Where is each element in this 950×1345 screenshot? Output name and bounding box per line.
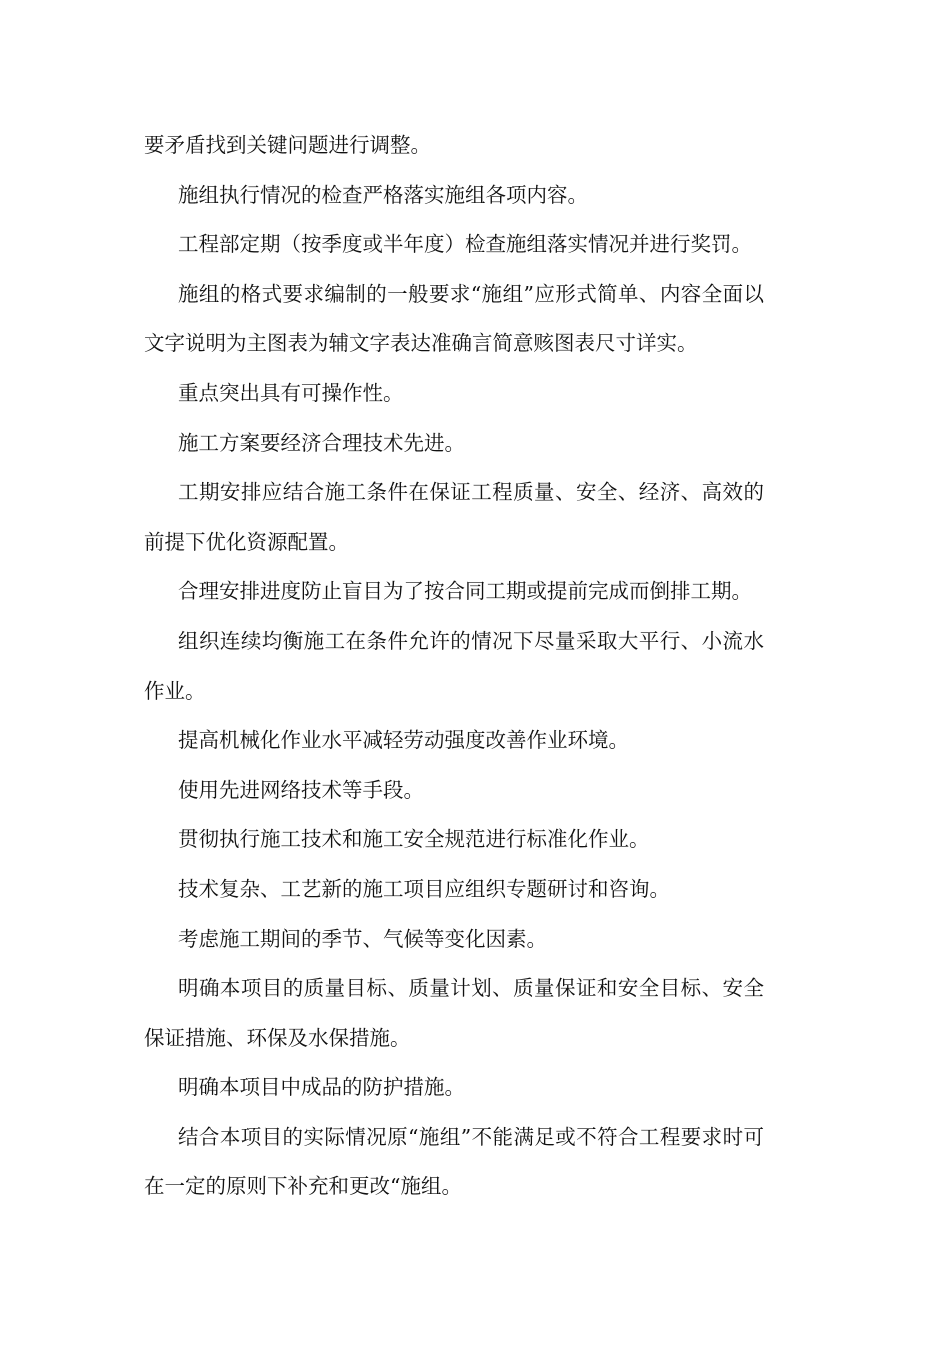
paragraph: 工程部定期（按季度或半年度）检查施组落实情况并进行奖罚。: [178, 232, 752, 257]
paragraph-continuation: 要矛盾找到关键问题进行调整。: [144, 133, 431, 157]
paragraph: 施组执行情况的检查严格落实施组各项内容。: [178, 182, 588, 207]
paragraph: 施组的格式要求编制的一般要求“施组”应形式简单、内容全面以文字说明为主图表为辅文字表达准确言简意赅图表尺寸详实。: [144, 281, 764, 356]
paragraph: 结合本项目的实际情况原“施组”不能满足或不符合工程要求时可在一定的原则下补充和更改“施组。: [144, 1124, 764, 1199]
paragraph: 考虑施工期间的季节、气候等变化因素。: [178, 926, 547, 951]
paragraph: 提高机械化作业水平减轻劳动强度改善作业环境。: [178, 728, 629, 753]
paragraph: 工期安排应结合施工条件在保证工程质量、安全、经济、高效的前提下优化资源配置。: [144, 480, 764, 554]
paragraph: 组织连续均衡施工在条件允许的情况下尽量采取大平行、小流水作业。: [144, 628, 764, 703]
paragraph: 施工方案要经济合理技术先进。: [178, 430, 465, 455]
paragraph: 重点突出具有可操作性。: [178, 380, 404, 405]
paragraph: 明确本项目中成品的防护措施。: [178, 1075, 465, 1100]
paragraph: 明确本项目的质量目标、质量计划、质量保证和安全目标、安全保证措施、环保及水保措施。: [144, 976, 764, 1050]
paragraph: 合理安排进度防止盲目为了按合同工期或提前完成而倒排工期。: [178, 579, 752, 604]
paragraph: 技术复杂、工艺新的施工项目应组织专题研讨和咨询。: [178, 876, 670, 901]
document-page: [144, 121, 764, 1212]
paragraph: 使用先进网络技术等手段。: [178, 777, 424, 802]
paragraph: 贯彻执行施工技术和施工安全规范进行标准化作业。: [178, 827, 650, 852]
